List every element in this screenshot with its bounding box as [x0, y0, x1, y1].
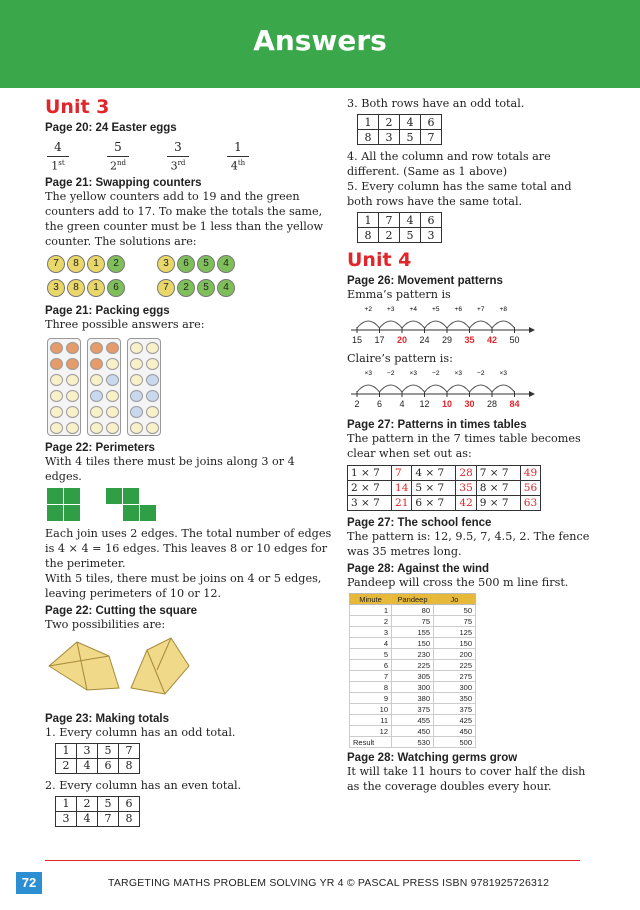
number-label: 29 — [441, 335, 453, 344]
race-cell: 230 — [392, 649, 434, 660]
jump-label: +6 — [454, 306, 462, 313]
s-tetromino — [106, 488, 156, 522]
jump-arc — [470, 385, 493, 392]
table-cell: 8 — [358, 228, 379, 243]
number-label: 15 — [351, 335, 363, 344]
race-cell: 500 — [434, 737, 476, 748]
race-cell: 8 — [350, 682, 392, 693]
jump-label: ×3 — [454, 370, 462, 377]
counter: 2 — [107, 255, 125, 273]
race-cell: 450 — [392, 726, 434, 737]
number-label: 24 — [419, 335, 430, 344]
answer-tens: 6 — [523, 497, 531, 509]
counter: 4 — [217, 255, 235, 273]
table-cell: 1 — [56, 743, 77, 758]
table-cell: 2 — [379, 115, 400, 130]
fraction-numerator: 5 — [107, 140, 129, 157]
number-label: 4 — [399, 399, 405, 408]
race-cell: 7 — [350, 671, 392, 682]
table-cell: 2 — [379, 228, 400, 243]
race-cell: 150 — [392, 638, 434, 649]
table-cell: 7 — [98, 811, 119, 826]
table-row — [56, 743, 140, 758]
jump-arc — [357, 321, 380, 328]
table-row — [358, 130, 442, 145]
race-cell: 75 — [434, 616, 476, 627]
race-cell: 5 — [350, 649, 392, 660]
table-cell: 1 — [358, 115, 379, 130]
egg-tray-3 — [127, 338, 161, 436]
p21b-heading: Page 21: Packing eggs — [45, 304, 170, 317]
race-header-row — [350, 594, 476, 605]
counter-group — [47, 279, 125, 297]
p23-line2: 2. Every column has an even total. — [45, 778, 242, 792]
p22a-text3: With 5 tiles, there must be joins on 4 or 5 edges, leaving perimeters of 10 or 12. — [45, 571, 322, 600]
line5: 5. Every column has the same total and both rows have the same total. — [347, 180, 572, 208]
race-row — [350, 682, 476, 693]
p27b-text: The pattern is: 12, 9.5, 7, 4.5, 2. The fence was 35 metres long. — [347, 530, 590, 558]
table-cell: 4 — [400, 213, 421, 228]
race-header: Pandeep — [392, 594, 434, 605]
race-cell: 150 — [434, 638, 476, 649]
race-cell: Result — [350, 737, 392, 748]
table-row — [358, 228, 442, 243]
jump-arc — [470, 321, 493, 328]
p20-heading: Page 20: 24 Easter eggs — [45, 122, 177, 134]
counter: 2 — [177, 279, 195, 297]
p27b-heading: Page 27: The school fence — [347, 517, 492, 529]
table-row — [358, 115, 442, 130]
p28a-heading: Page 28: Against the wind — [347, 563, 490, 575]
p22a-text1: With 4 tiles there must be joins along 3 or 4 edges. — [45, 454, 295, 483]
counter: 7 — [157, 279, 175, 297]
fraction-numerator: 3 — [167, 140, 189, 157]
times-expression: 9 × 7 — [476, 496, 520, 511]
race-cell: 75 — [392, 616, 434, 627]
race-cell: 2 — [350, 616, 392, 627]
p23-line1: 1. Every column has an odd total. — [45, 725, 236, 739]
jump-label: +8 — [499, 306, 507, 313]
table-cell: 3 — [421, 228, 442, 243]
times-expression: 5 × 7 — [412, 481, 456, 496]
line3: 3. Both rows have an odd total. — [347, 97, 525, 110]
number-label: 20 — [396, 335, 408, 344]
footer-text: TARGETING MATHS PROBLEM SOLVING YR 4 © PASCAL PRESS ISBN 9781925726312 — [108, 877, 550, 889]
number-label: 10 — [441, 399, 453, 408]
left-column — [45, 96, 335, 831]
table-cell: 5 — [98, 796, 119, 811]
times-expression: 3 × 7 — [348, 496, 392, 511]
table-cell: 1 — [358, 213, 379, 228]
race-cell: 455 — [392, 715, 434, 726]
counter: 1 — [87, 279, 105, 297]
jump-arc — [447, 385, 470, 392]
unit3-heading: Unit 3 — [45, 96, 110, 118]
race-header: Minute — [350, 594, 392, 605]
fraction-place: 4th — [230, 159, 246, 173]
table-cell: 5 — [400, 130, 421, 145]
p22b-heading: Page 22: Cutting the square — [45, 604, 198, 617]
answer-ones: 3 — [530, 497, 538, 509]
times-expression: 7 × 7 — [476, 466, 520, 481]
totals-table-3 — [357, 114, 442, 145]
answer-tens: 3 — [459, 482, 467, 494]
axis-arrow-icon — [529, 391, 535, 397]
p21b-text: Three possible answers are: — [45, 317, 205, 331]
race-table — [349, 593, 476, 748]
counter: 6 — [107, 279, 125, 297]
answer-ones: 9 — [530, 467, 538, 479]
jump-label: ×3 — [364, 370, 372, 377]
counter-group — [157, 255, 235, 273]
race-cell: 11 — [350, 715, 392, 726]
times-answer — [520, 466, 540, 481]
race-row — [350, 726, 476, 737]
jump-label: −2 — [387, 370, 395, 377]
right-column — [347, 96, 597, 794]
race-cell: 12 — [350, 726, 392, 737]
p26-heading: Page 26: Movement patterns — [347, 275, 503, 287]
counter-row — [47, 279, 335, 297]
counter: 3 — [47, 279, 65, 297]
race-row — [350, 704, 476, 715]
jump-arc — [447, 321, 470, 328]
p22a-text2: Each join uses 2 edges. The total number of edges is 4 × 4 = 16 edges. This leaves 8 or 10 edges for the perimeter. — [45, 526, 332, 570]
number-label: 6 — [376, 399, 383, 408]
p28a-text: Pandeep will cross the 500 m line first. — [347, 576, 569, 589]
fraction-numerator: 4 — [47, 140, 69, 157]
number-label: 17 — [374, 335, 385, 344]
fraction — [47, 140, 69, 173]
totals-table-2 — [55, 796, 140, 827]
answer-ones: 6 — [530, 482, 538, 494]
jump-label: +3 — [387, 306, 395, 313]
times-table-grid — [347, 465, 541, 511]
race-cell: 530 — [392, 737, 434, 748]
fraction-place: 3rd — [170, 159, 186, 173]
table-cell: 4 — [77, 758, 98, 773]
race-cell: 300 — [434, 682, 476, 693]
race-row — [350, 693, 476, 704]
jump-label: ×3 — [409, 370, 417, 377]
table-cell: 6 — [119, 796, 140, 811]
times-answer — [392, 466, 412, 481]
table-cell: 2 — [56, 758, 77, 773]
race-cell: 225 — [434, 660, 476, 671]
race-cell: 50 — [434, 605, 476, 616]
place-suffix: st — [58, 159, 65, 167]
table-cell: 4 — [77, 811, 98, 826]
fraction — [107, 140, 129, 173]
jump-arc — [380, 385, 403, 392]
times-expression: 2 × 7 — [348, 481, 392, 496]
answer-tens: 1 — [395, 482, 402, 494]
square-tetromino — [47, 488, 80, 522]
race-result-row — [350, 737, 476, 748]
times-row — [348, 496, 541, 511]
table-row — [56, 796, 140, 811]
fraction-place: 1st — [51, 159, 65, 173]
times-answer — [392, 496, 412, 511]
p21a-heading: Page 21: Swapping counters — [45, 176, 202, 189]
number-label: 35 — [464, 335, 475, 344]
tile-shapes — [47, 488, 335, 522]
race-row — [350, 649, 476, 660]
race-row — [350, 616, 476, 627]
answer-ones: 7 — [395, 467, 402, 479]
jump-arc — [492, 321, 515, 328]
line4: 4. All the column and row totals are different. (Same as 1 above) — [347, 150, 551, 178]
race-cell: 3 — [350, 627, 392, 638]
counter: 8 — [67, 255, 85, 273]
table-cell: 5 — [400, 228, 421, 243]
race-cell: 200 — [434, 649, 476, 660]
number-label: 28 — [486, 399, 498, 408]
jump-arc — [425, 321, 448, 328]
table-cell: 3 — [379, 130, 400, 145]
table-cell: 8 — [358, 130, 379, 145]
times-expression: 1 × 7 — [348, 466, 392, 481]
jump-label: −2 — [477, 370, 485, 377]
p28b-heading: Page 28: Watching germs grow — [347, 752, 518, 764]
counter-row — [47, 255, 335, 273]
counter: 7 — [47, 255, 65, 273]
race-header: Jo — [434, 594, 476, 605]
times-expression: 6 × 7 — [412, 496, 456, 511]
race-cell: 450 — [434, 726, 476, 737]
answer-ones: 8 — [466, 467, 473, 479]
fraction-place: 2nd — [110, 159, 126, 173]
number-label: 84 — [509, 399, 520, 408]
race-row — [350, 715, 476, 726]
page-number: 72 — [16, 872, 42, 894]
answer-tens: 4 — [459, 497, 467, 509]
times-answer — [520, 496, 540, 511]
jump-arc — [425, 385, 448, 392]
table-cell: 1 — [56, 796, 77, 811]
race-cell: 305 — [392, 671, 434, 682]
counter: 3 — [157, 255, 175, 273]
table-row — [56, 758, 140, 773]
race-cell: 300 — [392, 682, 434, 693]
race-cell: 4 — [350, 638, 392, 649]
race-cell: 275 — [434, 671, 476, 682]
table-cell: 3 — [56, 811, 77, 826]
number-label: 2 — [354, 399, 360, 408]
jump-arc — [380, 321, 403, 328]
p27a-heading: Page 27: Patterns in times tables — [347, 419, 527, 431]
emma-text: Emma’s pattern is — [347, 288, 451, 301]
jump-arc — [402, 321, 425, 328]
answer-tens: 5 — [523, 482, 531, 494]
race-row — [350, 605, 476, 616]
footer-rule — [45, 860, 580, 861]
table-row — [358, 213, 442, 228]
counter-group — [47, 255, 125, 273]
race-cell: 125 — [434, 627, 476, 638]
counter: 5 — [197, 279, 215, 297]
egg-trays — [47, 338, 335, 436]
counter: 8 — [67, 279, 85, 297]
number-label: 30 — [464, 399, 475, 408]
p21a-text: The yellow counters add to 19 and the green counters add to 17. To make the totals the same, the green counter must be 1 less than the yellow counter. The solutions are: — [45, 189, 324, 248]
counter: 6 — [177, 255, 195, 273]
times-answer — [392, 481, 412, 496]
claire-text: Claire’s pattern is: — [347, 352, 453, 365]
table-cell: 6 — [421, 213, 442, 228]
counter: 1 — [87, 255, 105, 273]
race-cell: 9 — [350, 693, 392, 704]
race-cell: 225 — [392, 660, 434, 671]
times-expression: 8 × 7 — [476, 481, 520, 496]
race-cell: 380 — [392, 693, 434, 704]
fraction — [227, 140, 249, 173]
times-row — [348, 466, 541, 481]
counter-group — [157, 279, 235, 297]
table-cell: 7 — [119, 743, 140, 758]
table-cell: 7 — [379, 213, 400, 228]
number-label: 12 — [419, 399, 430, 408]
counter-solutions — [47, 255, 335, 297]
answer-ones: 2 — [466, 497, 473, 509]
counter: 4 — [217, 279, 235, 297]
p27a-text: The pattern in the 7 times table becomes clear when set out as: — [347, 432, 581, 460]
race-cell: 375 — [392, 704, 434, 715]
jump-label: +7 — [477, 306, 485, 313]
race-cell: 425 — [434, 715, 476, 726]
jump-label: +5 — [432, 306, 440, 313]
race-cell: 350 — [434, 693, 476, 704]
place-suffix: th — [237, 159, 246, 167]
times-answer — [456, 466, 476, 481]
table-cell: 6 — [421, 115, 442, 130]
place-suffix: rd — [177, 159, 186, 167]
p22a-heading: Page 22: Perimeters — [45, 441, 155, 454]
race-row — [350, 638, 476, 649]
cut-square-diagrams — [47, 636, 247, 698]
race-row — [350, 627, 476, 638]
counter: 5 — [197, 255, 215, 273]
race-cell: 6 — [350, 660, 392, 671]
egg-tray-1 — [47, 338, 81, 436]
times-answer — [456, 496, 476, 511]
number-label: 42 — [486, 335, 498, 344]
jump-arc — [402, 385, 425, 392]
table-cell: 2 — [77, 796, 98, 811]
table-cell: 4 — [400, 115, 421, 130]
answer-ones: 5 — [466, 482, 473, 494]
totals-table-1 — [55, 743, 140, 774]
race-row — [350, 660, 476, 671]
table-cell: 8 — [119, 811, 140, 826]
claire-number-line — [347, 368, 537, 408]
fraction-numerator: 1 — [227, 140, 249, 157]
race-cell: 155 — [392, 627, 434, 638]
p28b-text: It will take 11 hours to cover half the dish as the coverage doubles every hour. — [347, 765, 586, 793]
table-cell: 3 — [77, 743, 98, 758]
times-row — [348, 481, 541, 496]
jump-label: +2 — [364, 306, 372, 313]
race-row — [350, 671, 476, 682]
times-answer — [520, 481, 540, 496]
answer-ones: 4 — [401, 482, 409, 494]
table-cell: 7 — [421, 130, 442, 145]
table-row — [56, 811, 140, 826]
table-cell: 5 — [98, 743, 119, 758]
race-cell: 10 — [350, 704, 392, 715]
jump-label: +4 — [409, 306, 417, 313]
emma-number-line — [347, 304, 537, 344]
answers-banner — [0, 0, 640, 88]
jump-arc — [357, 385, 380, 392]
jump-label: ×3 — [499, 370, 507, 377]
race-cell: 1 — [350, 605, 392, 616]
jump-arc — [492, 385, 515, 392]
axis-arrow-icon — [529, 327, 535, 333]
p22b-text: Two possibilities are: — [45, 617, 166, 631]
p23-heading: Page 23: Making totals — [45, 712, 169, 725]
race-cell: 375 — [434, 704, 476, 715]
number-label: 50 — [509, 335, 520, 344]
answer-tens: 4 — [523, 467, 531, 479]
fraction — [167, 140, 189, 173]
unit4-heading: Unit 4 — [347, 249, 412, 271]
times-expression: 4 × 7 — [412, 466, 456, 481]
page-title: Answers — [253, 24, 387, 57]
jump-label: −2 — [432, 370, 440, 377]
egg-tray-2 — [87, 338, 121, 436]
table-cell: 8 — [119, 758, 140, 773]
race-cell: 80 — [392, 605, 434, 616]
place-suffix: nd — [117, 159, 126, 167]
table-cell: 6 — [98, 758, 119, 773]
times-answer — [456, 481, 476, 496]
totals-table-5 — [357, 212, 442, 243]
answer-tens: 2 — [395, 497, 402, 509]
answer-ones: 1 — [401, 497, 409, 509]
egg-fractions — [47, 140, 335, 173]
answer-tens: 2 — [459, 467, 467, 479]
